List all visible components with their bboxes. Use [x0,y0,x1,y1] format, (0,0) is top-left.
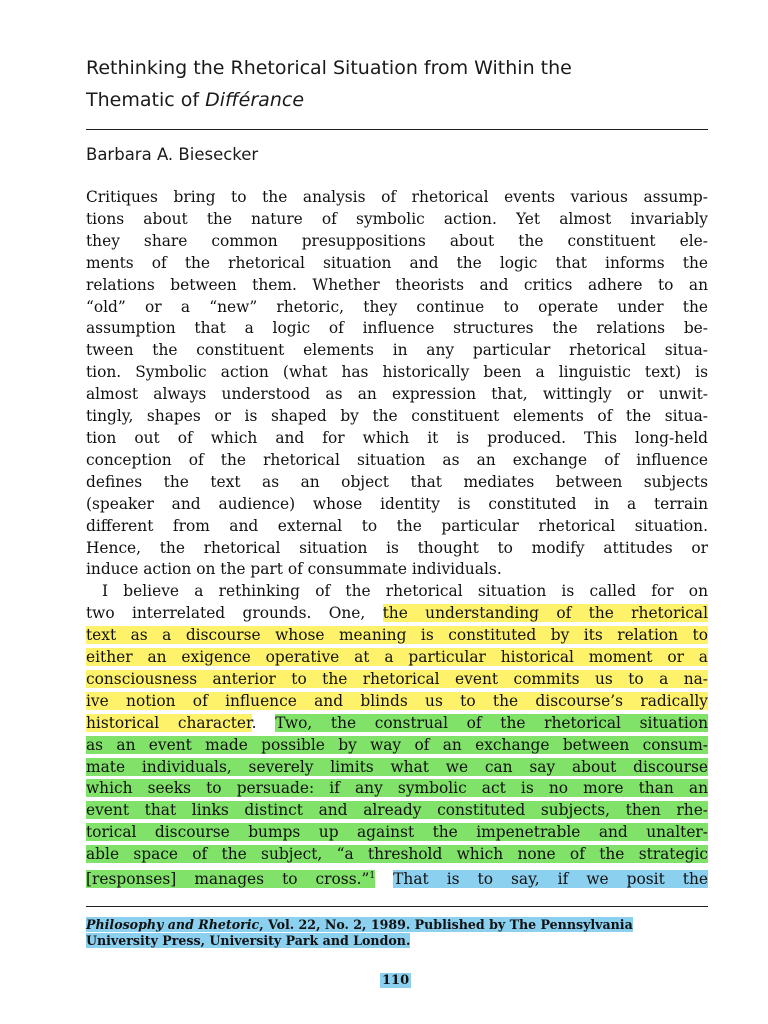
yellow-highlight: consciousness anterior to the rhetorical event commits us to a na- [86,669,708,688]
title-line-2 [86,84,726,116]
journal-name: Philosophy and Rhetoric [86,917,260,932]
page-number: 110 [382,973,410,988]
text-line: assumption that a logic of influence structures the relations be- [86,319,708,338]
green-highlight: mate individuals, severely limits what we can say about discourse [86,757,708,776]
text-line [86,735,708,757]
yellow-highlight: historical character [86,713,252,732]
text-line: tions about the nature of symbolic action. Yet almost invariably [86,209,708,228]
text-line [86,603,708,625]
footer-line-1 [86,917,708,933]
text-line: almost always understood as an expression that, wittingly or unwit- [86,385,708,404]
text-line: relations between them. Whether theorists and critics adhere to an [86,275,708,294]
paragraph-2 [86,581,708,891]
text-line: different from and external to the particular rhetorical situation. [86,516,708,535]
text-line: tween the constituent elements in any particular rhetorical situa- [86,341,708,360]
plain-text [375,870,393,888]
title-prefix: Thematic of [86,89,206,111]
green-highlight: Two, the construal of the rhetorical situation [275,713,708,732]
blue-highlight: That is to say, if we posit the [393,870,708,889]
text-line: Critiques bring to the analysis of rhetorical events various assump- [86,188,708,206]
yellow-highlight: either an exigence operative at a particular historical moment or a [86,648,708,667]
text-line: tingly, shapes or is shaped by the constituent elements of the situa- [86,407,708,426]
text-line [86,625,708,647]
plain-text: two interrelated grounds. One, [86,604,383,623]
text-line: Hence, the rhetorical situation is thought to modify attitudes or [86,538,708,557]
text-line: tion. Symbolic action (what has historically been a linguistic text) is [86,363,708,382]
yellow-highlight: text as a discourse whose meaning is constituted by its relation to [86,626,708,645]
text-line: they share common presuppositions about the constituent ele- [86,231,708,250]
title-italic-term: Différance [205,89,305,111]
title-line-1: Rethinking the Rhetorical Situation from Within the [86,57,572,79]
green-highlight [86,870,375,888]
text-line [86,713,708,735]
text-line: “old” or a “new” rhetoric, they continue to operate under the [86,297,708,316]
publication-footer [86,917,708,949]
text-line: conception of the rhetorical situation as an exchange of influence [86,450,708,469]
footer-line-2 [86,933,708,949]
footer-divider [86,906,708,907]
footnote-marker[interactable]: 1 [369,871,376,882]
yellow-highlight: ive notion of influence and blinds us to the discourse’s radically [86,691,708,710]
text-line: (speaker and audience) whose identity is constituted in a terrain [86,494,708,513]
green-highlight-text: [responses] manages to cross.” [86,870,370,889]
text-line [86,800,708,822]
green-highlight: as an event made possible by way of an exchange between consum- [86,735,708,754]
green-highlight: able space of the subject, “a threshold which none of the strategic [86,845,708,864]
text-line: I believe a rethinking of the rhetorical situation is called for on [102,582,708,601]
text-line: tion out of which and for which it is produced. This long-held [86,428,708,447]
text-line [86,647,708,669]
green-highlight: which seeks to persuade: if any symbolic act is no more than an [86,779,708,798]
blue-highlight [86,917,633,932]
text-line [86,669,708,691]
article-title [86,52,726,116]
title-divider [86,129,708,130]
paragraph-1 [86,187,708,581]
author-name: Barbara A. Biesecker [86,145,259,164]
citation-text: , Vol. 22, No. 2, 1989. Published by The Pennsylvania [259,917,633,932]
text-line: ments of the rhetorical situation and the logic that informs the [86,253,708,272]
text-line [86,778,708,800]
text-line: defines the text as an object that mediates between subjects [86,472,708,491]
plain-text: . [251,713,276,732]
publisher-text: University Press, University Park and London. [86,933,411,948]
body-text [86,187,708,891]
text-line [86,866,708,891]
text-line [86,844,708,866]
green-highlight: event that links distinct and already constituted subjects, then rhe- [86,801,708,820]
text-line [86,691,708,713]
text-line [86,757,708,779]
text-line: induce action on the part of consummate individuals. [86,560,502,579]
green-highlight: torical discourse bumps up against the impenetrable and unalter- [86,823,708,842]
yellow-highlight: the understanding of the rhetorical [382,604,709,623]
text-line [86,822,708,844]
